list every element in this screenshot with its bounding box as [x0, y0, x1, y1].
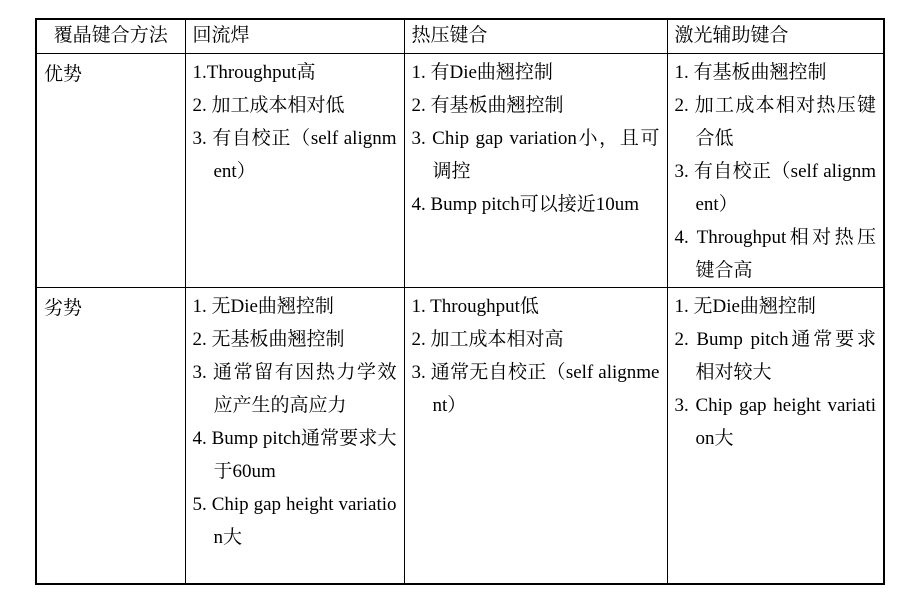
list-item: 2. Bump pitch通常要求相对较大 [674, 328, 876, 383]
list-item: 3. 有自校正（self alignment） [192, 127, 397, 182]
list-item: 2. 无基板曲翘控制 [192, 328, 345, 350]
cell-advantages-laser-assisted [667, 53, 884, 287]
list-item: 3. Chip gap variation小，且可调控 [411, 127, 660, 182]
list-item: 1. 有基板曲翘控制 [674, 61, 827, 83]
list-item: 3. Chip gap height variation大 [674, 394, 876, 449]
table-row-disadvantages [36, 287, 884, 584]
list-item: 3. 通常无自校正（self alignment） [411, 361, 660, 416]
list-item: 1. 无Die曲翘控制 [192, 295, 334, 317]
row-label-advantages: 优势 [36, 53, 185, 287]
list-item: 5. Chip gap height variation大 [192, 493, 397, 548]
header-cell-thermocompression: 热压键合 [404, 19, 667, 53]
table-header-row [36, 19, 884, 53]
cell-advantages-reflow [185, 53, 404, 287]
header-cell-reflow: 回流焊 [185, 19, 404, 53]
list-item: 4. Bump pitch可以接近10um [411, 193, 639, 215]
list-item: 4. Bump pitch通常要求大于60um [192, 427, 397, 482]
list-item: 1. 有Die曲翘控制 [411, 61, 553, 83]
cell-advantages-thermocompression [404, 53, 667, 287]
list-item: 3. 通常留有因热力学效应产生的高应力 [192, 361, 397, 416]
row-label-disadvantages: 劣势 [36, 287, 185, 584]
cell-disadvantages-thermocompression [404, 287, 667, 584]
list-item: 2. 加工成本相对低 [192, 94, 345, 116]
table-row-advantages [36, 53, 884, 287]
list-item: 3. 有自校正（self alignment） [674, 160, 876, 215]
list-item: 1. Throughput低 [411, 295, 539, 317]
list-item: 2. 有基板曲翘控制 [411, 94, 564, 116]
cell-disadvantages-laser-assisted [667, 287, 884, 584]
list-item: 1.Throughput高 [192, 61, 316, 83]
list-item: 4. Throughput相对热压键合高 [674, 226, 876, 281]
list-item: 1. 无Die曲翘控制 [674, 295, 816, 317]
list-item: 2. 加工成本相对高 [411, 328, 564, 350]
header-cell-laser-assisted: 激光辅助键合 [667, 19, 884, 53]
header-cell-method: 覆晶键合方法 [36, 19, 185, 53]
cell-disadvantages-reflow [185, 287, 404, 584]
bonding-comparison-table [35, 18, 885, 585]
list-item: 2. 加工成本相对热压键合低 [674, 94, 876, 149]
